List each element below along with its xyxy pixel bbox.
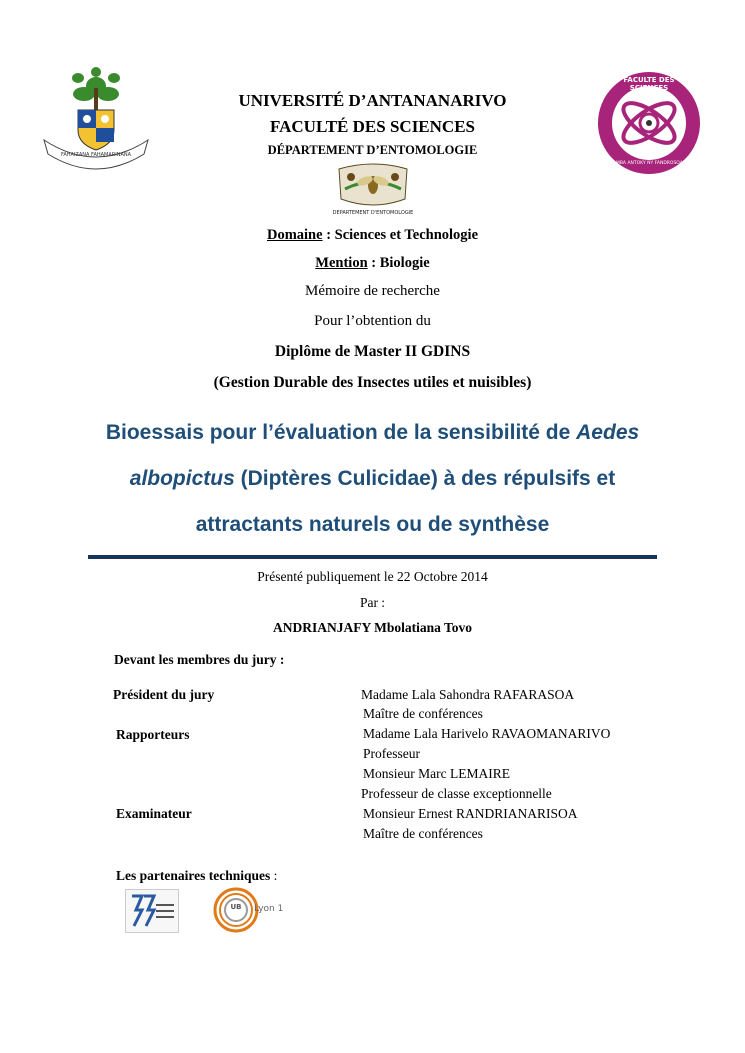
- entomology-dept-logo: [329, 163, 417, 219]
- rapporteur1-name: Madame Lala Harivelo RAVAOMANARIVO: [363, 726, 611, 741]
- jury-heading: Devant les membres du jury :: [114, 652, 285, 667]
- diplome-line: Diplôme de Master II GDINS: [274, 343, 471, 360]
- thesis-title-line-1: Bioessais pour l’évaluation de la sensibilité de Aedes: [105, 421, 640, 444]
- mention-label: Mention: [315, 255, 368, 271]
- mention-value: : Biologie: [367, 255, 430, 271]
- domaine-line: [0, 227, 745, 244]
- department-name: DÉPARTEMENT D’ENTOMOLOGIE: [267, 143, 478, 157]
- seal-bottom-text: SIAMBA ANTOKY NY FANDROSOANA: [608, 161, 690, 166]
- examinateur-title: Maître de conférences: [363, 826, 483, 841]
- presentation-par: Par :: [359, 595, 386, 610]
- domaine-label: Domaine: [266, 227, 323, 243]
- examinateur-name: Monsieur Ernest RANDRIANARISOA: [363, 806, 578, 821]
- examinateur-role: Examinateur: [116, 806, 192, 821]
- university-name: UNIVERSITÉ D’ANTANANARIVO: [238, 91, 507, 110]
- title-albopictus: albopictus: [129, 467, 235, 490]
- partner-logo-lyon1: [212, 886, 284, 934]
- presentation-date: Présenté publiquement le 22 Octobre 2014: [257, 569, 488, 584]
- title-divider: [88, 555, 657, 559]
- memoire-line: Mémoire de recherche: [305, 283, 440, 299]
- president-role: Président du jury: [113, 687, 215, 702]
- rapporteurs-role: Rapporteurs: [116, 727, 190, 742]
- seal-top-text: FACULTE DES SCIENCES: [623, 76, 675, 92]
- partner-logo-1: [125, 889, 179, 933]
- dept-logo-caption: DEPARTEMENT D'ENTOMOLOGIE: [332, 210, 414, 216]
- president-title: Maître de conférences: [363, 706, 483, 721]
- obtention-line: Pour l’obtention du: [314, 313, 431, 329]
- rapporteur2-title: Professeur de classe exceptionnelle: [361, 786, 552, 801]
- crest-motto: FAHAIZANA FAHAMARINANA: [60, 152, 132, 158]
- lyon1-inner-text: UB: [230, 903, 242, 911]
- thesis-title-line-3: attractants naturels ou de synthèse: [195, 513, 550, 536]
- mention-line: [0, 255, 745, 272]
- partners-heading: Les partenaires techniques :: [116, 868, 278, 883]
- title-aedes: Aedes: [576, 421, 640, 444]
- gdins-line: (Gestion Durable des Insectes utiles et nuisibles): [213, 374, 532, 391]
- author-name: ANDRIANJAFY Mbolatiana Tovo: [272, 620, 473, 635]
- lyon1-label: Lyon 1: [254, 904, 284, 914]
- president-name: Madame Lala Sahondra RAFARASOA: [361, 687, 575, 702]
- thesis-title-line-2: albopictus (Diptères Culicidae) à des répulsifs et: [129, 467, 616, 490]
- domaine-value: : Sciences et Technologie: [322, 227, 479, 243]
- rapporteur2-name: Monsieur Marc LEMAIRE: [363, 766, 510, 781]
- rapporteur1-title: Professeur: [363, 746, 420, 761]
- faculty-name: FACULTÉ DES SCIENCES: [269, 117, 475, 136]
